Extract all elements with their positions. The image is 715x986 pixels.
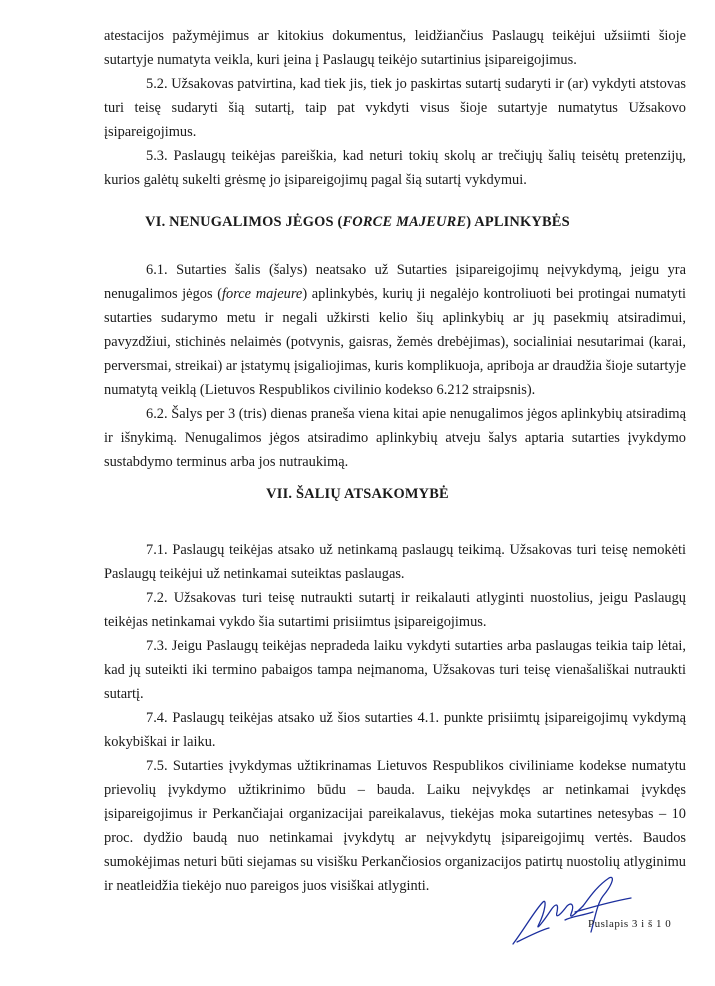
paragraph-5-1-continuation: atestacijos pažymėjimus ar kitokius dokumentus, leidžiančius Paslaugų teikėjui užsiimti šioje sutartyje numatyta veikla, kuri įeina į Paslaugų teikėjo sutartinius įsipareigojimus.	[104, 28, 686, 68]
paragraph-6-2: 6.2. Šalys per 3 (tris) dienas praneša viena kitai apie nenugalimos jėgos aplinkybių atsiradimą ir išnykimą. Nenugalimos jėgos atsiradimo aplinkybių atveju šalys aptaria sutarties įvykdymo sustabdymo terminus arba jos nutraukimą.	[104, 406, 686, 470]
paragraph-6-1: 6.1. Sutarties šalis (šalys) neatsako už Sutarties įsipareigojimų neįvykdymą, jeigu yra nenugalimos jėgos (force majeure) aplinkybės, kurių ji negalėjo kontroliuoti bei protingai numatyti sutarties sudarymo metu ir negali užkirsti kelio šių aplinkybių ar jų pasekmių atsiradimui, pavyzdžiui, stichinės nelaimės (potvynis, gaisras, žemės drebėjimas), socialiniai nesutarimai (karai, perversmai, streikai) ar įstatymų įsigaliojimas, kuris komplikuoja, apriboja ar draudžia šioje sutartyje numatytą veiklą (Lietuvos Respublikos civilinio kodekso 6.212 straipsnis).	[104, 262, 687, 398]
signature-image	[505, 872, 640, 952]
paragraph-7-2: 7.2. Užsakovas turi teisę nutraukti sutartį ir reikalauti atlyginti nuostolius, jeigu Paslaugų teikėjas netinkamai vykdo šia sutartimi prisiimtus įsipareigojimus.	[104, 590, 686, 630]
paragraph-5-3: 5.3. Paslaugų teikėjas pareiškia, kad neturi tokių skolų ar trečiųjų šalių teisėtų pretenzijų, kurios galėtų sukelti grėsmę jo įsipareigojimų pagal šią sutartį vykdymui.	[104, 148, 686, 188]
paragraph-7-4: 7.4. Paslaugų teikėjas atsako už šios sutarties 4.1. punkte prisiimtų įsipareigojimų vykdymą kokybiškai ir laiku.	[104, 710, 686, 750]
paragraph-7-5: 7.5. Sutarties įvykdymas užtikrinamas Lietuvos Respublikos civiliniame kodekse numatytu prievolių įvykdymo užtikrinimo būdu – bauda. Laiku neįvykdęs ar netinkamai įvykdęs įsipareigojimus ir Perkančiajai organizacijai pareikalavus, tiekėjas moka sutartines netesybas – 10 proc. dydžio baudą nuo netinkamai įvykdytų ar neįvykdytų įsipareigojimų vertės. Baudos sumokėjimas neturi būti siejamas su visišku Perkančiosios organizacijos patirtų nuostolių atlyginimu ir neatleidžia tiekėjo nuo pareigos juos visiškai atlyginti.	[104, 758, 686, 894]
section-6-heading: VI. NENUGALIMOS JĖGOS (FORCE MAJEURE) APLINKYBĖS	[145, 214, 570, 230]
paragraph-7-3: 7.3. Jeigu Paslaugų teikėjas nepradeda laiku vykdyti sutarties arba paslaugas teikia taip lėtai, kad jų suteikti iki termino pabaigos tampa neįmanoma, Užsakovas turi teisę vienašališkai nutraukti sutartį.	[104, 638, 686, 702]
paragraph-5-2: 5.2. Užsakovas patvirtina, kad tiek jis, tiek jo paskirtas sutartį sudaryti ir (ar) vykdyti atstovas turi teisę sudaryti šią sutartį, taip pat vykdyti visus šioje sutartyje numatytus Užsakovo įsipareigojimus.	[104, 76, 686, 140]
section-7-heading: VII. ŠALIŲ ATSAKOMYBĖ	[266, 486, 449, 502]
page-footer: Puslapis 3 i š 1 0	[588, 918, 672, 930]
paragraph-7-1: 7.1. Paslaugų teikėjas atsako už netinkamą paslaugų teikimą. Užsakovas turi teisę nemokėti Paslaugų teikėjui už netinkamai suteiktas paslaugas.	[104, 542, 686, 582]
